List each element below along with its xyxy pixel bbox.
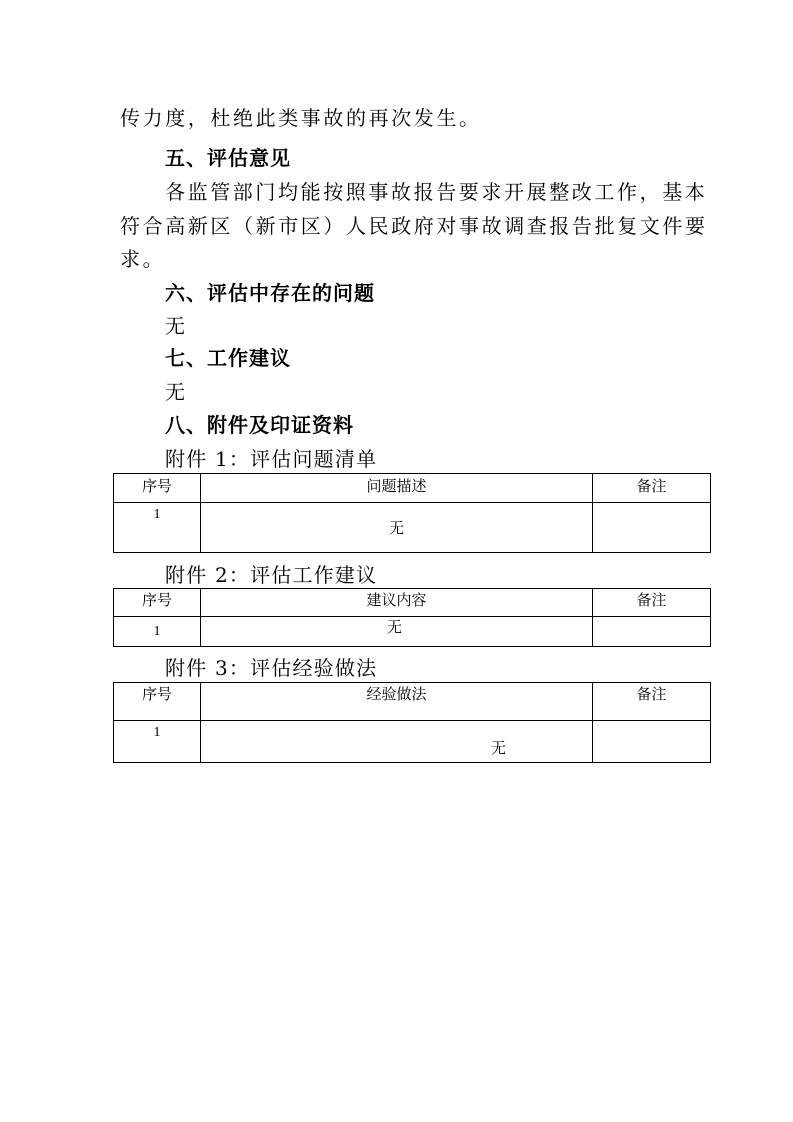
section-5-text-line-3: 求。 <box>120 247 166 271</box>
cell-practice: 无 <box>201 721 593 763</box>
cell-remark <box>593 721 711 763</box>
section-heading-5: 五、评估意见 <box>165 146 291 170</box>
attachment-1-caption: 附件 1：评估问题清单 <box>165 447 378 471</box>
table-row <box>114 721 711 763</box>
attachment-2-caption: 附件 2：评估工作建议 <box>165 563 378 587</box>
header-cell-content: 建议内容 <box>201 589 593 617</box>
header-cell-index: 序号 <box>114 474 201 503</box>
header-cell-remark: 备注 <box>593 589 711 617</box>
header-cell-remark: 备注 <box>593 683 711 721</box>
cell-index: 1 <box>114 721 201 763</box>
section-6-text: 无 <box>165 314 188 338</box>
cell-description: 无 <box>201 503 593 553</box>
cell-remark <box>593 503 711 553</box>
header-cell-remark: 备注 <box>593 474 711 503</box>
attachment-3-caption: 附件 3：评估经验做法 <box>165 656 378 680</box>
header-cell-index: 序号 <box>114 589 201 617</box>
header-cell-practice: 经验做法 <box>201 683 593 721</box>
header-cell-description: 问题描述 <box>201 474 593 503</box>
section-heading-7: 七、工作建议 <box>165 346 291 370</box>
section-heading-6: 六、评估中存在的问题 <box>165 281 375 305</box>
header-cell-index: 序号 <box>114 683 201 721</box>
section-5-text-line-2: 符合高新区（新市区）人民政府对事故调查报告批复文件要 <box>120 214 708 238</box>
cell-index: 1 <box>114 503 201 553</box>
section-7-text: 无 <box>165 380 188 404</box>
table-header-row <box>114 683 711 721</box>
section-5-text-line-1: 各监管部门均能按照事故报告要求开展整改工作，基本 <box>165 180 708 204</box>
table-row <box>114 617 711 647</box>
section-heading-8: 八、附件及印证资料 <box>165 413 354 437</box>
attachment-3-table <box>113 682 711 763</box>
table-header-row <box>114 589 711 617</box>
paragraph-continuation: 传力度，杜绝此类事故的再次发生。 <box>120 106 482 130</box>
attachment-2-table <box>113 588 711 647</box>
table-header-row <box>114 474 711 503</box>
table-row <box>114 503 711 553</box>
cell-content: 无 <box>201 617 593 647</box>
attachment-1-table <box>113 473 711 553</box>
cell-remark <box>593 617 711 647</box>
cell-index: 1 <box>114 617 201 647</box>
